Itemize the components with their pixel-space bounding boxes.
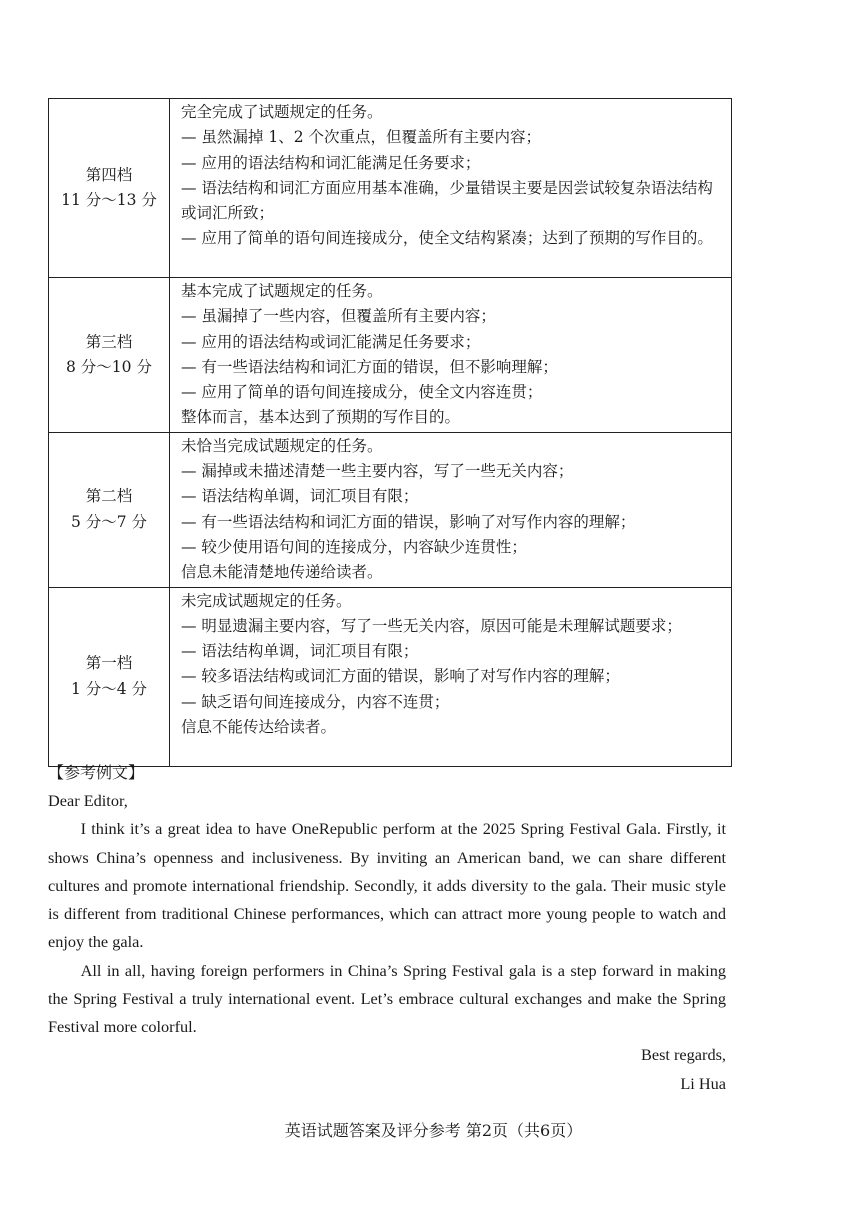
grade-criterion: — 缺乏语句间连接成分，内容不连贯；	[181, 692, 450, 711]
reference-essay	[48, 787, 726, 1042]
grade-name: 第三档	[85, 332, 133, 351]
grade-criterion: — 有一些语法结构和词汇方面的错误，影响了对写作内容的理解；	[181, 512, 636, 531]
grade-criterion: 信息未能清楚地传递给读者。	[181, 563, 383, 582]
grade-score-range: 1 分～4 分	[70, 679, 148, 698]
essay-salutation: Dear Editor,	[48, 791, 128, 810]
grade-description-cell	[170, 278, 732, 433]
grade-score-range: 5 分～7 分	[70, 512, 148, 531]
grade-criterion: — 较少使用语句间的连接成分，内容缺少连贯性；	[181, 537, 527, 556]
grade-description-cell	[170, 587, 732, 766]
grade-criterion: 完全完成了试题规定的任务。	[181, 103, 383, 121]
grade-name: 第四档	[85, 165, 133, 184]
grade-criterion: — 语法结构单调，词汇项目有限；	[181, 487, 419, 506]
reference-essay-heading: 【参考例文】	[48, 763, 145, 782]
grade-level-cell	[49, 99, 170, 278]
grade-description-cell	[170, 432, 732, 587]
grade-row	[49, 99, 732, 278]
grade-criterion: — 应用了简单的语句间连接成分，使全文内容连贯；	[181, 383, 543, 402]
grade-criterion: 未完成试题规定的任务。	[181, 591, 352, 610]
essay-closing: Best regards,	[641, 1045, 726, 1064]
grade-criterion: — 较多语法结构或词汇方面的错误，影响了对写作内容的理解；	[181, 667, 620, 686]
grade-criterion: — 明显遗漏主要内容，写了一些无关内容，原因可能是未理解试题要求；	[181, 616, 682, 635]
essay-paragraph-2: All in all, having foreign performers in China’s Spring Festival gala is a step forward in making the Spring Festival a truly international event. Let’s embrace cultural exchanges and make the Spring Festival more colorful.	[48, 960, 726, 1037]
grade-criterion: 整体而言，基本达到了预期的写作目的。	[181, 408, 461, 427]
grade-criterion: — 应用的语法结构或词汇能满足任务要求；	[181, 332, 481, 351]
grade-score-range: 11 分～13 分	[61, 191, 157, 209]
grade-level-cell	[49, 432, 170, 587]
grading-rubric-table	[48, 98, 732, 767]
grade-criterion: — 虽然漏掉 1、2 个次重点，但覆盖所有主要内容；	[181, 128, 542, 147]
grade-description-cell	[170, 99, 732, 278]
grade-level-cell	[49, 587, 170, 766]
grade-criterion: — 应用的语法结构和词汇能满足任务要求；	[181, 153, 481, 172]
grade-criterion: — 应用了简单的语句间连接成分，使全文结构紧凑；达到了预期的写作目的。	[181, 229, 713, 248]
grade-criterion: — 语法结构单调，词汇项目有限；	[181, 642, 419, 661]
grade-row	[49, 278, 732, 433]
grade-row	[49, 587, 732, 766]
grade-name: 第二档	[85, 487, 133, 506]
grade-criterion: — 虽漏掉了一些内容，但覆盖所有主要内容；	[181, 307, 496, 326]
grade-score-range: 8 分～10 分	[66, 357, 152, 376]
grade-criterion: — 有一些语法结构和词汇方面的错误，但不影响理解；	[181, 357, 558, 376]
grade-criterion: — 漏掉或未描述清楚一些主要内容，写了一些无关内容；	[181, 462, 574, 481]
grade-name: 第一档	[85, 654, 133, 673]
grade-criterion: 基本完成了试题规定的任务。	[181, 282, 383, 300]
essay-signature: Li Hua	[680, 1074, 726, 1093]
grade-row	[49, 432, 732, 587]
grade-criterion: 未恰当完成试题规定的任务。	[181, 436, 383, 455]
page-footer: 英语试题答案及评分参考 第2页（共6页）	[284, 1121, 583, 1140]
grade-criterion: — 语法结构和词汇方面应用基本准确，少量错误主要是因尝试较复杂语法结构或词汇所致；	[181, 178, 713, 223]
grade-criterion: 信息不能传达给读者。	[181, 718, 337, 737]
essay-paragraph-1: I think it’s a great idea to have OneRepublic perform at the 2025 Spring Festival Gala. Firstly, it shows China’s openness and inclusiveness. By inviting an American band, we can share different cultures and promote international friendship. Secondly, it adds diversity to the gala. Their music style is different from traditional Chinese performances, which can attract more young people to watch and enjoy the gala.	[48, 819, 726, 952]
grade-level-cell	[49, 278, 170, 433]
